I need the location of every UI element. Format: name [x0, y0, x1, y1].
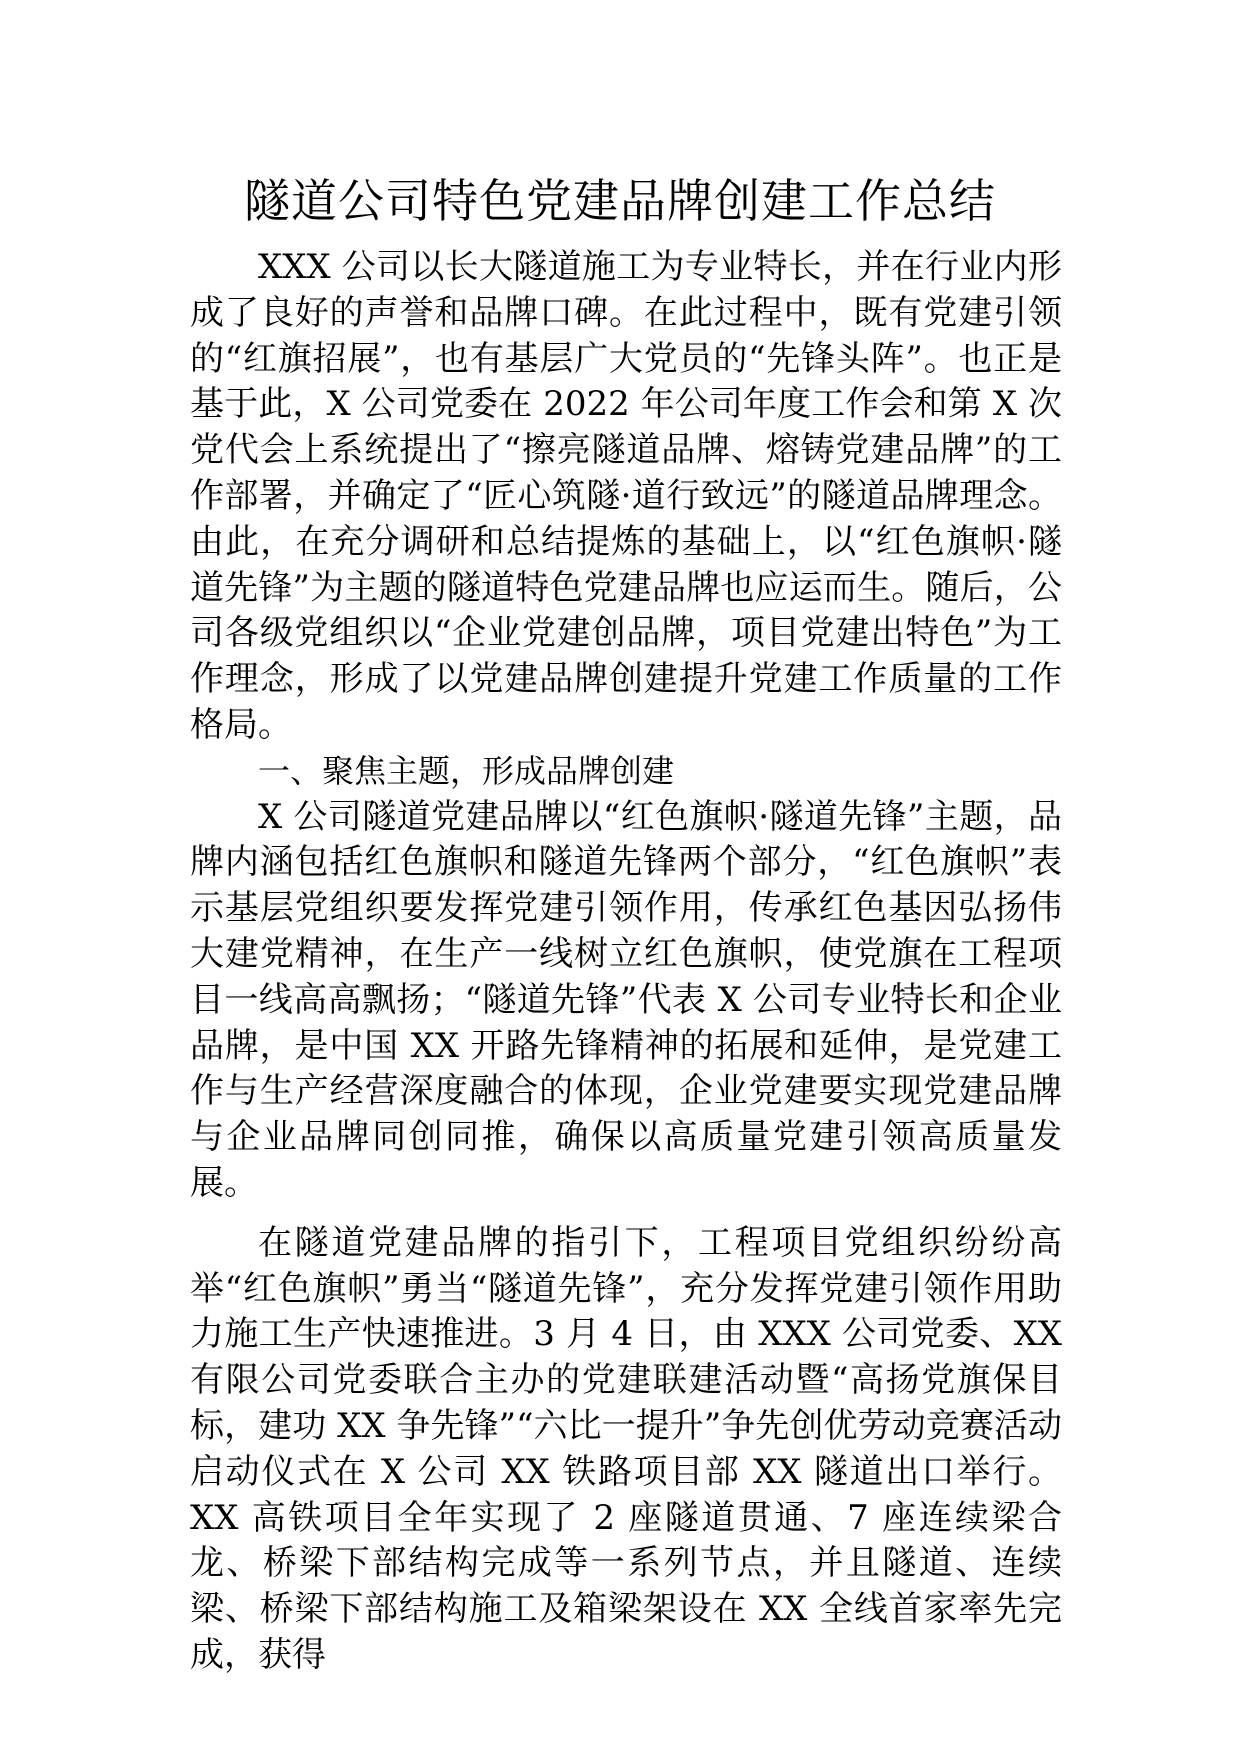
paragraph-brand-practice: 在隧道党建品牌的指引下，工程项目党组织纷纷高举“红色旗帜”勇当“隧道先锋”，充分发挥党建引领作用助力施工生产快速推进。3 月 4 日，由 XXX 公司党委、XX 有限公司党委联合主办的党建联建活动暨“高扬党旗保目标，建功 XX 争先锋”“六比一提升”争先创优劳动竞赛活动启动仪式在 X 公司 XX 铁路项目部 XX 隧道出口举行。XX 高铁项目全年实现了 2 座隧道贯通、7 座连续梁合龙、桥梁下部结构完成等一系列节点，并且隧道、连续梁、桥梁下部结构施工及箱梁架设在 XX 全线首家率先完成，获得 [190, 1222, 1062, 1675]
section-heading: 一、聚焦主题，形成品牌创建 [258, 751, 675, 790]
paragraph-intro: XXX 公司以长大隧道施工为专业特长，并在行业内形成了良好的声誉和品牌口碑。在此过程中，既有党建引领的“红旗招展”，也有基层广大党员的“先锋头阵”。也正是基于此，X 公司党委在 2022 年公司年度工作会和第 X 次党代会上系统提出了“擦亮隧道品牌、熔铸党建品牌”的工作部署，并确定了“匠心筑隧·道行致远”的隧道品牌理念。由此，在充分调研和总结提炼的基础上，以“红色旗帜·隧道先锋”为主题的隧道特色党建品牌也应运而生。随后，公司各级党组织以“企业党建创品牌，项目党建出特色”为工作理念，形成了以党建品牌创建提升党建工作质量的工作格局。 [190, 247, 1062, 745]
document-body [190, 245, 1062, 1679]
document-title: 隧道公司特色党建品牌创建工作总结 [244, 174, 996, 228]
paragraph-brand-meaning: X 公司隧道党建品牌以“红色旗帜·隧道先锋”主题，品牌内涵包括红色旗帜和隧道先锋两个部分，“红色旗帜”表示基层党组织要发挥党建引领作用，传承红色基因弘扬伟大建党精神，在生产一线树立红色旗帜，使党旗在工程项目一线高高飘扬；“隧道先锋”代表 X 公司专业特长和企业品牌，是中国 XX 开路先锋精神的拓展和延伸，是党建工作与生产经营深度融合的体现，企业党建要实现党建品牌与企业品牌同创同推，确保以高质量党建引领高质量发展。 [190, 796, 1062, 1203]
